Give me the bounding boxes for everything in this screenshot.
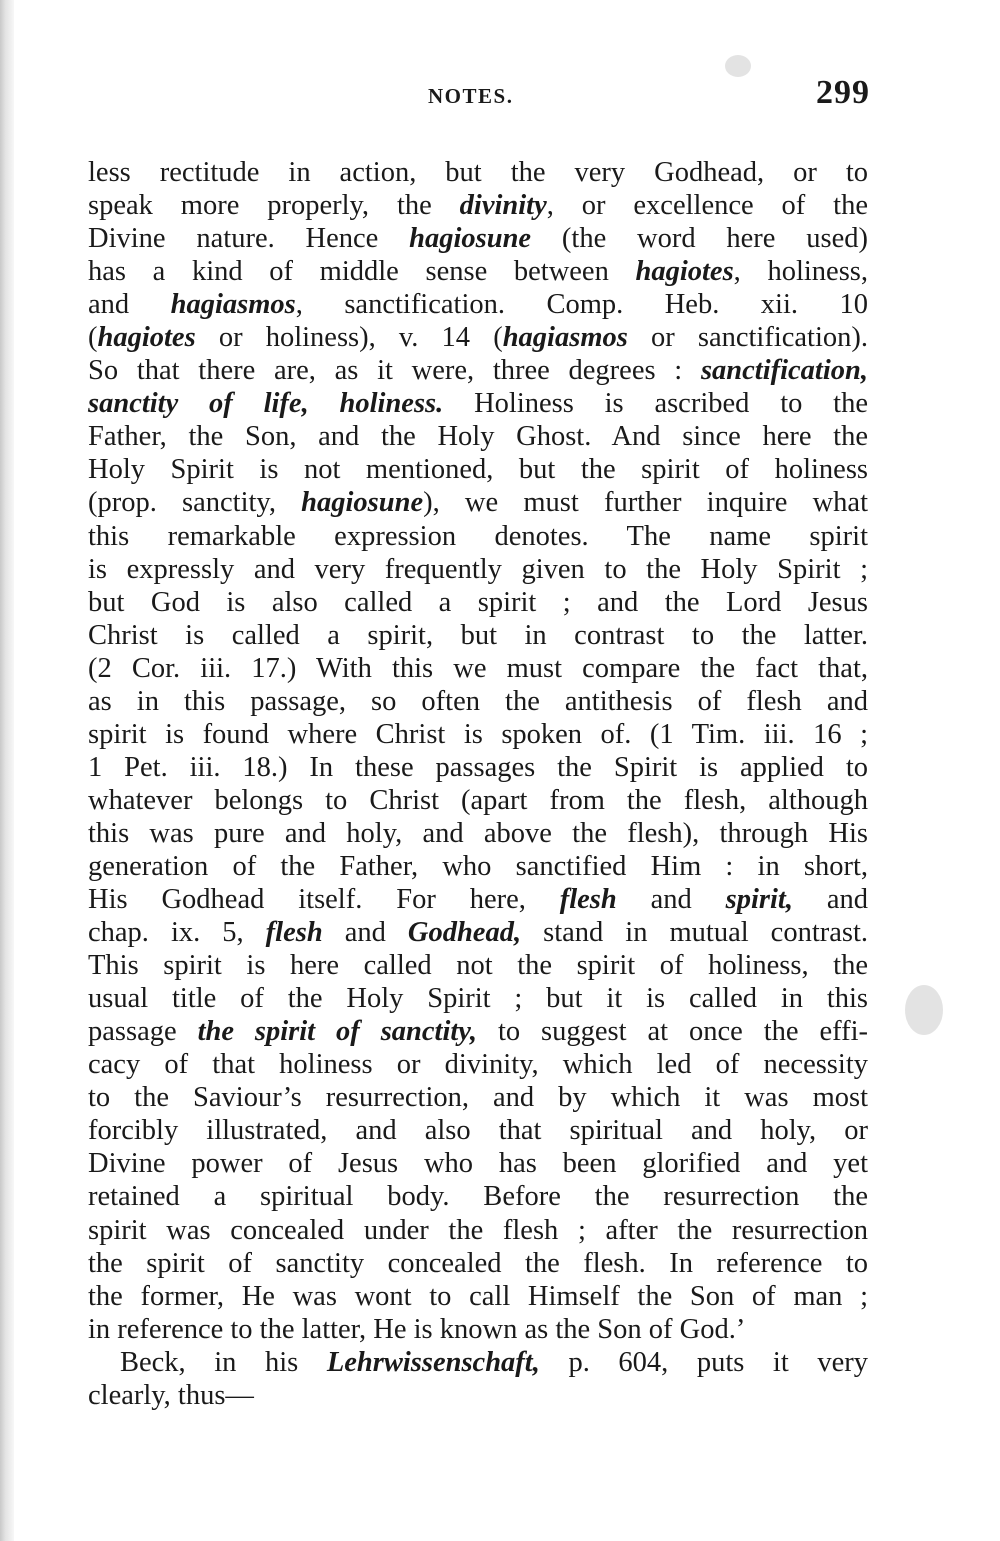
text-line: in reference to the latter, He is known as the Son of God.’ — [88, 1313, 746, 1345]
text-line: Christ is called a spirit, but in contrast to the latter. — [88, 619, 868, 651]
italic-term: hagiotes — [635, 256, 734, 288]
italic-term: flesh — [265, 917, 323, 949]
paper-speck — [905, 985, 943, 1035]
text-line: is expressly and very frequently given to the Holy Spirit ; — [88, 553, 868, 585]
text-line: as in this passage, so often the antithesis of flesh and — [88, 685, 868, 717]
text-line: this remarkable expression denotes. The name spirit — [88, 520, 868, 552]
text-line: clearly, thus— — [88, 1379, 254, 1411]
italic-term: flesh — [559, 884, 617, 916]
text-line: This spirit is here called not the spirit of holiness, the — [88, 950, 868, 982]
text-line: and hagiasmos, sanctification. Comp. Heb. xii. 10 — [88, 289, 868, 321]
text-line: to the Saviour’s resurrection, and by which it was most — [88, 1082, 868, 1114]
italic-term: spirit, — [725, 884, 793, 916]
italic-term: Lehrwissenschaft, — [326, 1346, 540, 1378]
italic-term: hagiosune — [301, 487, 424, 519]
text-line: the spirit of sanctity concealed the flesh. In reference to — [88, 1247, 868, 1279]
italic-term: sanctity of life, holiness. — [88, 388, 444, 420]
text-line: 1 Pet. iii. 18.) In these passages the Spirit is applied to — [88, 751, 868, 783]
italic-term: hagiasmos — [502, 322, 628, 354]
running-head-title: NOTES. — [428, 84, 514, 108]
text-line: usual title of the Holy Spirit ; but it is called in this — [88, 983, 868, 1015]
italic-term: Godhead, — [407, 917, 522, 949]
italic-term: hagiotes — [97, 322, 196, 354]
text-line: forcibly illustrated, and also that spiritual and holy, or — [88, 1115, 868, 1147]
text-line: (2 Cor. iii. 17.) With this we must compare the fact that, — [88, 652, 868, 684]
text-line: spirit is found where Christ is spoken of. (1 Tim. iii. 16 ; — [88, 718, 868, 750]
italic-term: the spirit of sanctity, — [197, 1016, 478, 1048]
text-line: spirit was concealed under the flesh ; after the resurrection — [88, 1214, 868, 1246]
text-line: the former, He was wont to call Himself the Son of man ; — [88, 1280, 868, 1312]
text-line: Beck, in his Lehrwissenschaft, p. 604, puts it very — [120, 1346, 868, 1378]
text-line: this was pure and holy, and above the flesh), through His — [88, 817, 868, 849]
italic-term: hagiosune — [409, 223, 532, 255]
text-line: (hagiotes or holiness), v. 14 (hagiasmos or sanctification). — [88, 322, 868, 354]
text-line: Holy Spirit is not mentioned, but the spirit of holiness — [88, 454, 868, 486]
text-line: has a kind of middle sense between hagiotes, holiness, — [88, 256, 868, 288]
running-head — [88, 74, 870, 116]
text-line: Father, the Son, and the Holy Ghost. And since here the — [88, 421, 868, 453]
text-line: whatever belongs to Christ (apart from the flesh, although — [88, 784, 868, 816]
text-line: Divine power of Jesus who has been glorified and yet — [88, 1148, 868, 1180]
paper-speck — [725, 55, 751, 77]
text-line: His Godhead itself. For here, flesh and spirit, and — [88, 884, 868, 916]
italic-term: sanctification, — [700, 355, 868, 387]
binding-edge — [0, 0, 14, 1541]
text-line: generation of the Father, who sanctified Him : in short, — [88, 850, 868, 882]
text-line: (prop. sanctity, hagiosune), we must further inquire what — [88, 487, 868, 519]
text-line: less rectitude in action, but the very Godhead, or to — [88, 157, 868, 188]
text-line: Divine nature. Hence hagiosune (the word here used) — [88, 223, 868, 255]
text-line: passage the spirit of sanctity, to suggest at once the effi- — [88, 1016, 868, 1048]
text-line: retained a spiritual body. Before the resurrection the — [88, 1181, 868, 1213]
page-number: 299 — [816, 74, 870, 111]
italic-term: hagiasmos — [170, 289, 296, 321]
text-line: cacy of that holiness or divinity, which led of necessity — [88, 1049, 868, 1081]
body-text — [88, 156, 868, 1412]
text-line: sanctity of life, holiness. Holiness is ascribed to the — [88, 388, 868, 420]
text-line: So that there are, as it were, three degrees : sanctification, — [88, 355, 868, 387]
text-line: but God is also called a spirit ; and the Lord Jesus — [88, 586, 868, 618]
italic-term: divinity — [459, 190, 547, 222]
text-line: chap. ix. 5, flesh and Godhead, stand in mutual contrast. — [88, 917, 869, 949]
text-line: speak more properly, the divinity, or excellence of the — [88, 190, 868, 222]
